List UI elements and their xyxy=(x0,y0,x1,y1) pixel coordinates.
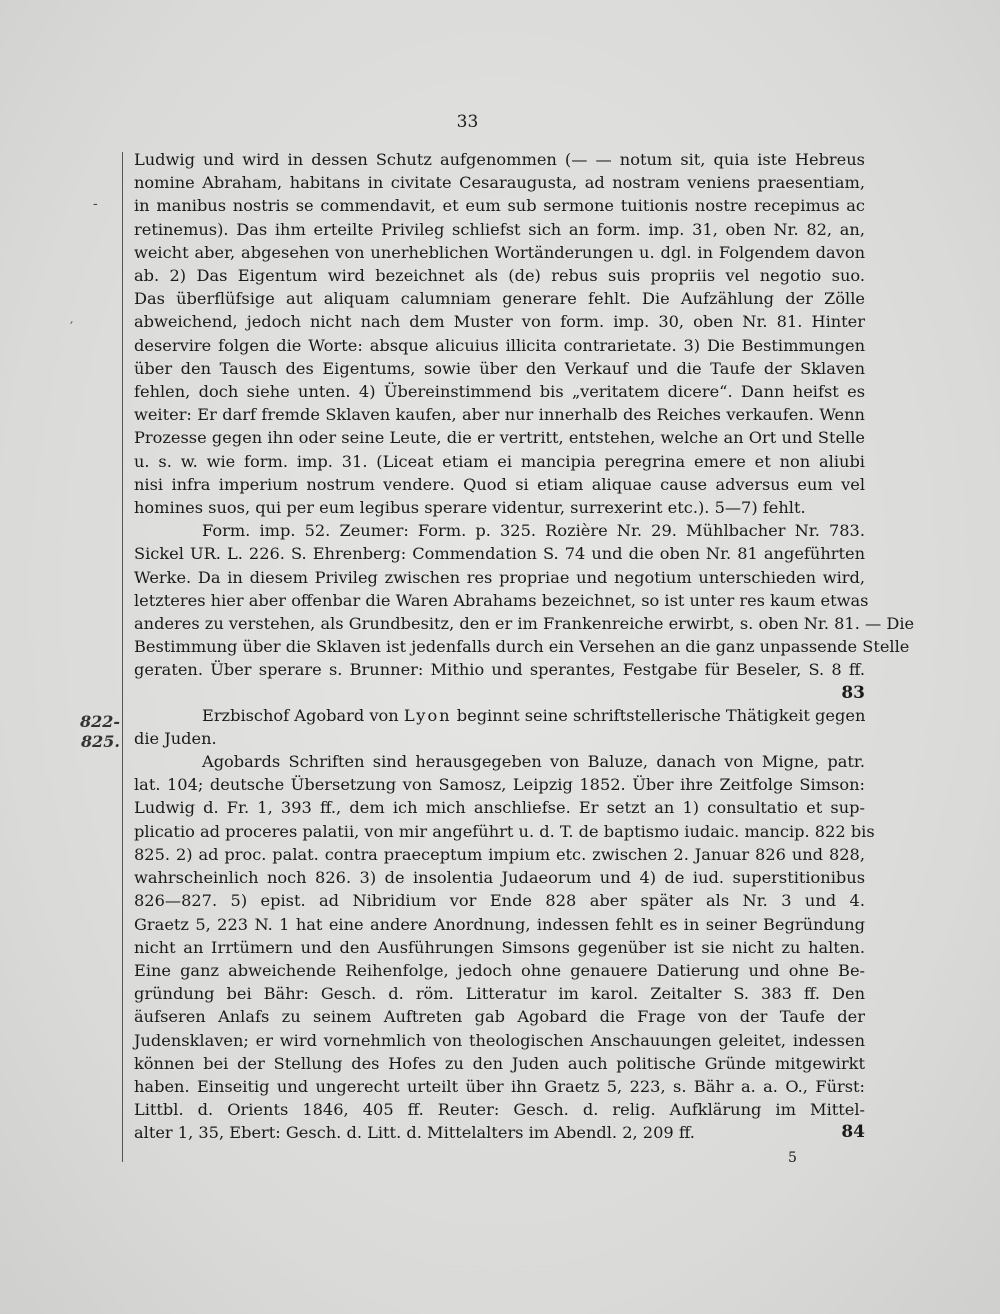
heading-line xyxy=(134,704,865,727)
text-line: Littbl. d. Orients 1846, 405 ff. Reuter: Gesch. d. relig. Aufklärung im Mittel- xyxy=(134,1100,865,1120)
section-heading xyxy=(134,704,865,750)
margin-mark-dash: - xyxy=(93,196,98,212)
text-line: nicht an Irrtümern und den Ausführungen Simsons gegenüber ist sie nicht zu halten. xyxy=(134,937,865,957)
section-number-83: 83 xyxy=(841,682,865,703)
text-line: haben. Einseitig und ungerecht urteilt über ihn Graetz 5, 223, s. Bähr a. a. O., Fürst: xyxy=(134,1076,865,1096)
text-line: Agobards Schriften sind herausgegeben von Baluze, danach von Migne, patr. xyxy=(202,752,865,772)
text-line: Ludwig d. Fr. 1, 393 ff., dem ich mich anschliefse. Er setzt an 1) consultatio et sup- xyxy=(134,798,865,818)
signature-mark: 5 xyxy=(788,1150,797,1166)
margin-date xyxy=(68,712,120,752)
text-line: können bei der Stellung des Hofes zu den Juden auch politische Gründe mitgewirkt xyxy=(134,1053,865,1073)
text-line: Graetz 5, 223 N. 1 hat eine andere Anordnung, indessen fehlt es in seiner Begründung xyxy=(134,914,865,934)
section-number-84: 84 xyxy=(841,1122,865,1143)
text-line: Bestimmung über die Sklaven ist jedenfalls durch ein Versehen an die ganz unpassende Stelle xyxy=(134,637,910,657)
page-number: 33 xyxy=(456,112,479,132)
text-line: Eine ganz abweichende Reihenfolge, jedoch ohne genauere Datierung und ohne Be- xyxy=(134,960,865,980)
text-line: Sickel UR. L. 226. S. Ehrenberg: Commendation S. 74 und die oben Nr. 81 angeführten xyxy=(134,544,865,564)
margin-date-end: 825. xyxy=(81,732,120,751)
text-line: nomine Abraham, habitans in civitate Cesaraugusta, ad nostram veniens praesentiam, xyxy=(134,173,865,193)
paragraph-2 xyxy=(134,519,915,681)
heading-text-post: beginnt seine schriftstellerische Thätigkeit gegen xyxy=(451,705,866,725)
text-line: ab. 2) Das Eigentum wird bezeichnet als (de) rebus suis propriis vel negotio suo. xyxy=(134,266,865,286)
text-line: deservire folgen die Worte: absque alicuius illicita contrarietate. 3) Die Bestimmungen xyxy=(134,335,865,355)
text-line: u. s. w. wie form. imp. 31. (Liceat etiam ei mancipia peregrina emere et non aliubi xyxy=(134,451,865,471)
text-line: Das überflüfsige aut aliquam calumniam generare fehlt. Die Aufzählung der Zölle xyxy=(134,289,865,309)
text-line: Form. imp. 52. Zeumer: Form. p. 325. Rozière Nr. 29. Mühlbacher Nr. 783. xyxy=(202,521,865,541)
margin-rule xyxy=(122,152,123,1162)
heading-line: die Juden. xyxy=(134,728,217,748)
body-text xyxy=(134,148,915,1145)
text-line: äufseren Anlafs zu seinem Auftreten gab Agobard die Frage von der Taufe der xyxy=(134,1007,865,1027)
text-line: 826—827. 5) epist. ad Nibridium vor Ende 828 aber später als Nr. 3 und 4. xyxy=(134,891,865,911)
paragraph-3 xyxy=(134,750,875,1144)
text-line: retinemus). Das ihm erteilte Privileg schliefst sich an form. imp. 31, oben Nr. 82, an, xyxy=(134,219,865,239)
heading-text-pre: Erzbischof Agobard von xyxy=(202,705,404,725)
text-line: über den Tausch des Eigentums, sowie über den Verkauf und die Taufe der Sklaven xyxy=(134,358,865,378)
text-line: homines suos, qui per eum legibus sperare videntur, surrexerint etc.). 5—7) fehlt. xyxy=(134,498,806,518)
text-line: plicatio ad proceres palatii, von mir angeführt u. d. T. de baptismo iudaic. mancip. 822 bis xyxy=(134,821,875,841)
text-line: gründung bei Bähr: Gesch. d. röm. Litteratur im karol. Zeitalter S. 383 ff. Den xyxy=(134,984,865,1004)
text-line: Werke. Da in diesem Privileg zwischen res propriae und negotium unterschieden wird, xyxy=(134,567,865,587)
paragraph-1 xyxy=(134,148,865,519)
text-line: abweichend, jedoch nicht nach dem Muster von form. imp. 30, oben Nr. 81. Hinter xyxy=(134,312,865,332)
margin-date-start: 822- xyxy=(79,712,120,731)
text-line: in manibus nostris se commendavit, et eum sub sermone tuitionis nostre recepimus ac xyxy=(134,196,865,216)
text-line: Judensklaven; er wird vornehmlich von theologischen Anschauungen geleitet, indessen xyxy=(134,1030,865,1050)
text-line: 825. 2) ad proc. palat. contra praeceptum impium etc. zwischen 2. Januar 826 und 828, xyxy=(134,844,865,864)
text-line: geraten. Über sperare s. Brunner: Mithio und sperantes, Festgabe für Beseler, S. 8 ff. xyxy=(134,660,865,680)
text-line: fehlen, doch siehe unten. 4) Übereinstimmend bis „veritatem dicere“. Dann heifst es xyxy=(134,382,865,402)
text-line: nisi infra imperium nostrum vendere. Quod si etiam aliquae cause adversus eum vel xyxy=(134,474,865,494)
text-line: weicht aber, abgesehen von unerheblichen Wortänderungen u. dgl. in Folgendem davon xyxy=(134,242,865,262)
margin-mark-tick: ′ xyxy=(70,320,74,336)
text-line: alter 1, 35, Ebert: Gesch. d. Litt. d. Mittelalters im Abendl. 2, 209 ff. xyxy=(134,1123,695,1143)
text-line: wahrscheinlich noch 826. 3) de insolentia Judaeorum und 4) de iud. superstitionibus xyxy=(134,868,865,888)
text-line: anderes zu verstehen, als Grundbesitz, den er im Frankenreiche erwirbt, s. oben Nr. 81. — Die xyxy=(134,614,915,634)
text-line: Prozesse gegen ihn oder seine Leute, die er vertritt, entstehen, welche an Ort und Stelle xyxy=(134,428,865,448)
text-line: letzteres hier aber offenbar die Waren Abrahams bezeichnet, so ist unter res kaum etwas xyxy=(134,590,869,610)
text-line: Ludwig und wird in dessen Schutz aufgenommen (— — notum sit, quia iste Hebreus xyxy=(134,150,865,169)
text-line: lat. 104; deutsche Übersetzung von Samosz, Leipzig 1852. Über ihre Zeitfolge Simson: xyxy=(134,775,865,795)
heading-place: Lyon xyxy=(403,705,452,725)
text-line: weiter: Er darf fremde Sklaven kaufen, aber nur innerhalb des Reiches verkaufen. Wenn xyxy=(134,405,865,425)
